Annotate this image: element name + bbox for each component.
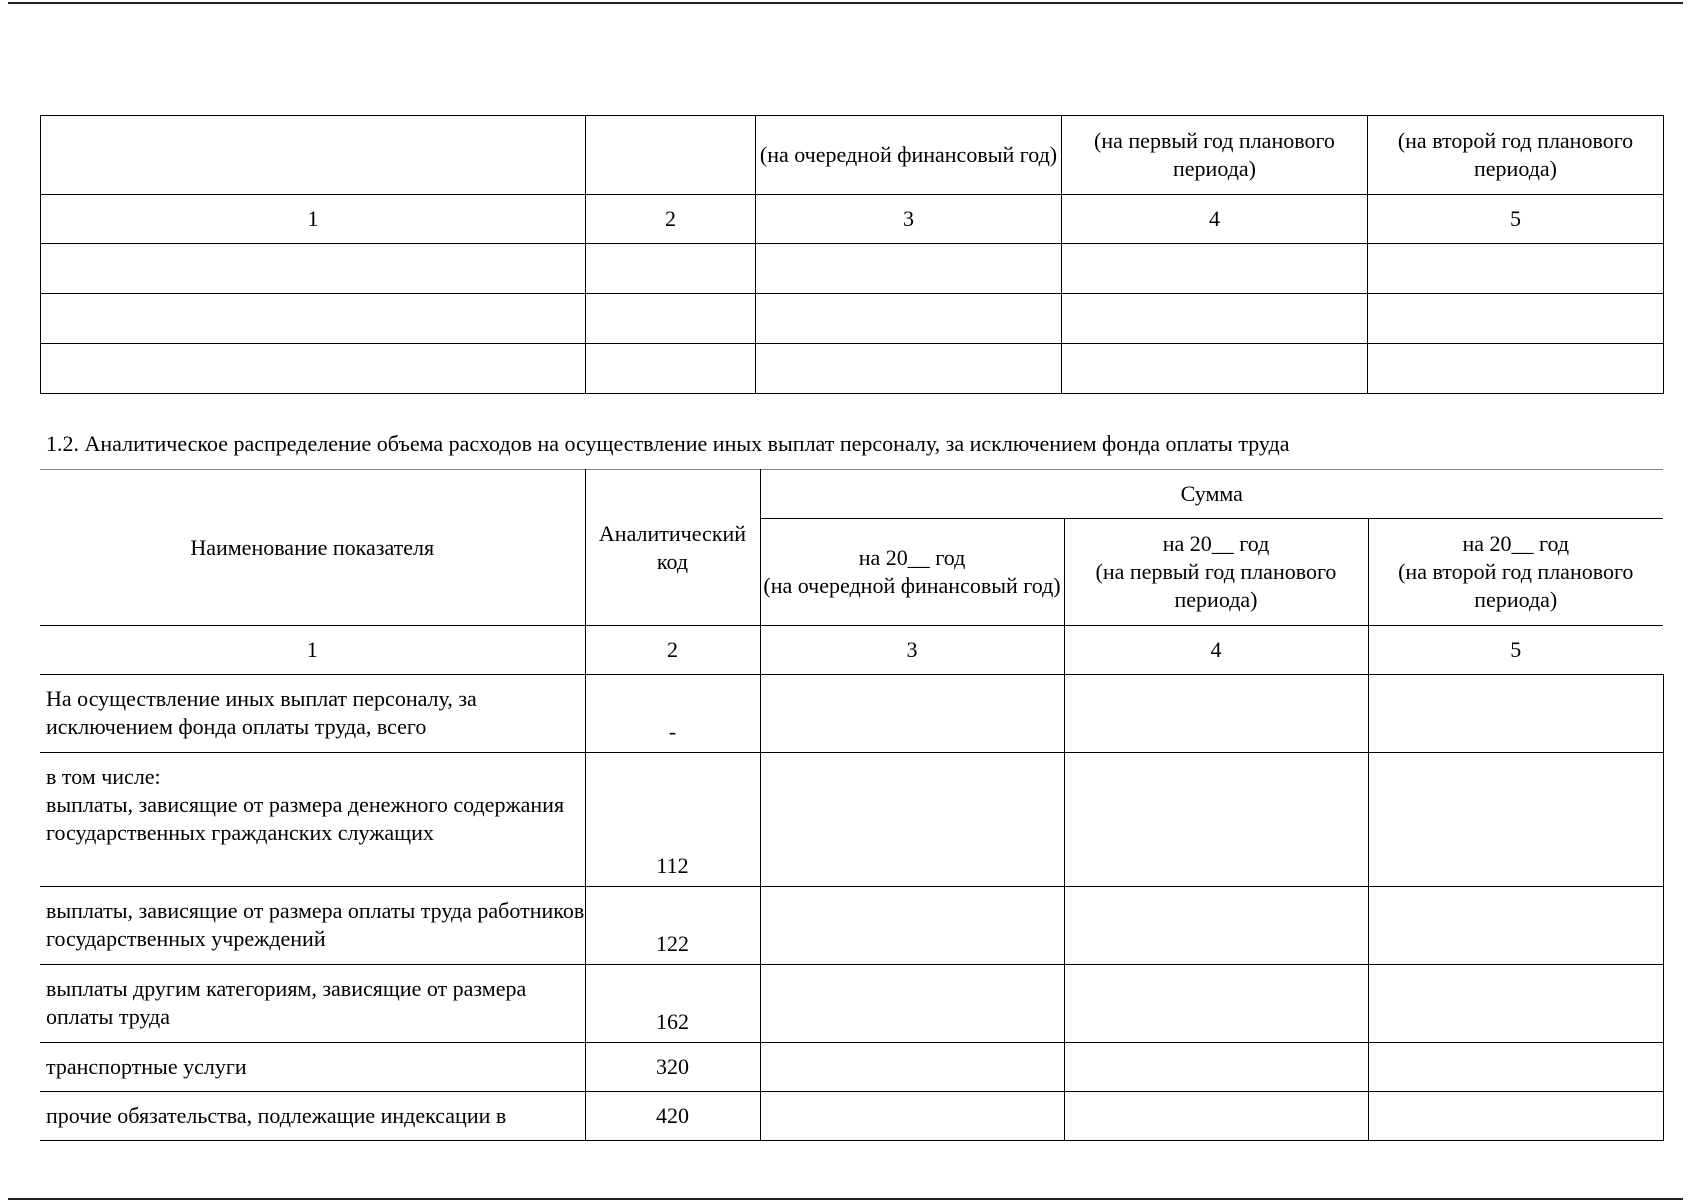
t1-header-1 [41, 116, 586, 195]
table-cell[interactable] [760, 887, 1064, 965]
table-1-number-row [41, 195, 1664, 244]
table-row [40, 965, 1663, 1043]
table-cell[interactable] [41, 294, 586, 344]
t2-year-header-3: на 20__ год (на очередной финансовый год) [760, 519, 1064, 626]
table-row [40, 675, 1663, 753]
table-cell[interactable] [1064, 675, 1368, 753]
table-2-sum-row [40, 470, 1663, 519]
t2-colnum-5: 5 [1368, 626, 1663, 675]
top-rule [8, 2, 1683, 4]
t1-header-5: (на второй год планового периода) [1368, 116, 1664, 195]
table-cell[interactable] [1368, 1092, 1663, 1141]
t1-colnum-2: 2 [586, 195, 756, 244]
table-cell[interactable] [1064, 887, 1368, 965]
table-cell[interactable] [760, 1092, 1064, 1141]
table-2 [40, 469, 1664, 1141]
row-code: - [585, 675, 760, 753]
t2-colnum-3: 3 [760, 626, 1064, 675]
t2-year-header-4: на 20__ год (на первый год планового периода) [1064, 519, 1368, 626]
table-1 [40, 115, 1664, 394]
table-cell[interactable] [1368, 244, 1664, 294]
table-row [41, 294, 1664, 344]
table-cell[interactable] [756, 244, 1062, 294]
t2-colnum-4: 4 [1064, 626, 1368, 675]
t1-header-2 [586, 116, 756, 195]
table-cell[interactable] [1064, 753, 1368, 887]
table-cell[interactable] [1064, 1043, 1368, 1092]
table-cell[interactable] [1368, 887, 1663, 965]
table-cell[interactable] [760, 675, 1064, 753]
table-cell[interactable] [1064, 965, 1368, 1043]
section-caption: 1.2. Аналитическое распределение объема расходов на осуществление иных выплат персоналу, за исключением фонда оплаты труда [46, 431, 1290, 456]
table-cell[interactable] [586, 344, 756, 394]
table-cell[interactable] [586, 244, 756, 294]
row-code: 122 [585, 887, 760, 965]
t2-colnum-2: 2 [585, 626, 760, 675]
t2-colnum-1: 1 [40, 626, 585, 675]
t2-col1-header: Наименование показателя [40, 470, 585, 626]
table-cell[interactable] [1368, 1043, 1663, 1092]
t2-sum-header: Сумма [760, 470, 1663, 519]
row-name: На осуществление иных выплат персоналу, за исключением фонда оплаты труда, всего [40, 675, 585, 753]
table-cell[interactable] [1064, 1092, 1368, 1141]
table-cell[interactable] [1368, 344, 1664, 394]
row-code: 112 [585, 753, 760, 887]
table-2-number-row [40, 626, 1663, 675]
t1-colnum-4: 4 [1062, 195, 1368, 244]
table-cell[interactable] [41, 344, 586, 394]
table-row [40, 753, 1663, 887]
table-cell[interactable] [586, 294, 756, 344]
table-1-header-row [41, 116, 1664, 195]
t1-header-3: (на очередной финансовый год) [756, 116, 1062, 195]
t2-year-header-5: на 20__ год (на второй год планового периода) [1368, 519, 1663, 626]
t1-colnum-3: 3 [756, 195, 1062, 244]
table-cell[interactable] [1062, 344, 1368, 394]
table-cell[interactable] [41, 244, 586, 294]
table-cell[interactable] [1368, 675, 1663, 753]
table-cell[interactable] [1062, 294, 1368, 344]
table-cell[interactable] [760, 965, 1064, 1043]
row-code: 162 [585, 965, 760, 1043]
table-row [40, 887, 1663, 965]
row-name: выплаты другим категориям, зависящие от размера оплаты труда [40, 965, 585, 1043]
table-cell[interactable] [760, 1043, 1064, 1092]
table-cell[interactable] [1368, 965, 1663, 1043]
row-name: в том числе: выплаты, зависящие от размера денежного содержания государственных гражданских служащих [40, 753, 585, 887]
table-cell[interactable] [756, 344, 1062, 394]
table-cell[interactable] [1062, 244, 1368, 294]
table-row [40, 1043, 1663, 1092]
table-cell[interactable] [1368, 294, 1664, 344]
t2-col2-header: Аналитический код [585, 470, 760, 626]
row-name: транспортные услуги [40, 1043, 585, 1092]
row-code: 320 [585, 1043, 760, 1092]
table-row [40, 1092, 1663, 1141]
row-code: 420 [585, 1092, 760, 1141]
row-name: выплаты, зависящие от размера оплаты труда работников государственных учреждений [40, 887, 585, 965]
t1-colnum-5: 5 [1368, 195, 1664, 244]
table-cell[interactable] [1368, 753, 1663, 887]
table-cell[interactable] [760, 753, 1064, 887]
table-row [41, 344, 1664, 394]
table-row [41, 244, 1664, 294]
table-cell[interactable] [756, 294, 1062, 344]
t1-header-4: (на первый год планового периода) [1062, 116, 1368, 195]
t1-colnum-1: 1 [41, 195, 586, 244]
row-name: прочие обязательства, подлежащие индексации в [40, 1092, 585, 1141]
